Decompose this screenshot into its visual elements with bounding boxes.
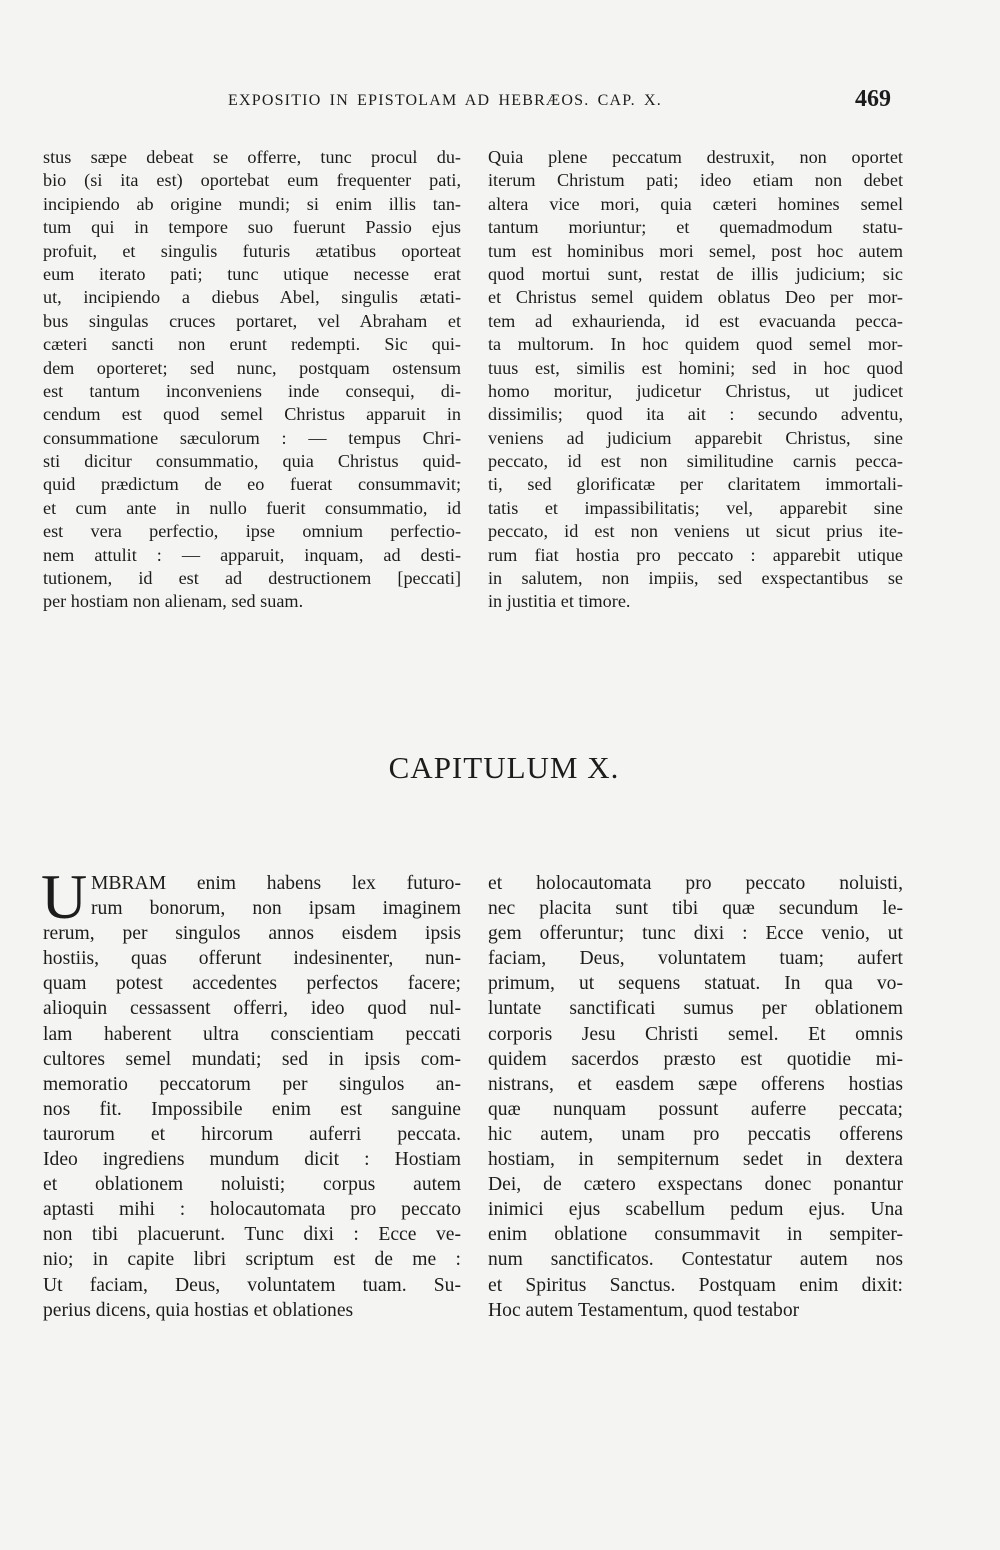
chapter-heading: CAPITULUM X.	[388, 750, 620, 785]
text-line: per hostiam non alienam, sed suam.	[43, 591, 304, 612]
text-line: taurorum et hircorum auferri peccata.	[43, 1123, 461, 1145]
text-line: dissimilis; quod ita ait : secundo adventu,	[488, 404, 903, 425]
text-line: rum bonorum, non ipsam imaginem	[91, 898, 461, 920]
text-line: nem attulit : — apparuit, inquam, ad desti-	[43, 544, 461, 565]
text-line: ut, incipiendo a diebus Abel, singulis ætati-	[43, 287, 461, 308]
text-line: faciam, Deus, voluntatem tuam; aufert	[488, 948, 903, 970]
text-line: nio; in capite libri scriptum est de me :	[43, 1249, 461, 1271]
text-line: et Spiritus Sanctus. Postquam enim dixit:	[488, 1274, 903, 1296]
text-line: cendum est quod semel Christus apparuit in	[43, 404, 461, 425]
running-head	[0, 88, 1000, 118]
page-number: 469	[855, 86, 891, 112]
text-line: eum iterato pati; tunc utique necesse erat	[43, 263, 461, 284]
text-line: tum est hominibus mori semel, post hoc autem	[488, 240, 903, 261]
text-line: primum, ut sequens statuat. In qua vo-	[488, 973, 903, 995]
text-line: lam haberent ultra conscientiam peccati	[43, 1023, 461, 1045]
chapter-left-column	[41, 861, 461, 1323]
drop-cap: U	[41, 861, 88, 932]
text-line: luntate sanctificati sumus per oblationem	[488, 998, 903, 1020]
text-line: est vera perfectio, ipse omnium perfectio-	[43, 521, 461, 542]
text-line: bio (si ita est) oportebat eum frequenter pati,	[43, 170, 461, 191]
text-line: in salutem, non impiis, sed exspectantibus se	[488, 568, 903, 589]
text-line: alioquin cessassent offerri, ideo quod nul-	[43, 998, 461, 1020]
text-line: rum fiat hostia pro peccato : apparebit utique	[488, 544, 903, 565]
text-line: inimici ejus scabellum pedum ejus. Una	[488, 1199, 903, 1221]
text-line: nistrans, et easdem sæpe offerens hostias	[488, 1073, 903, 1095]
text-line: sti dicitur consummatio, quia Christus quid-	[43, 451, 461, 472]
text-line: cæteri sancti non erunt redempti. Sic qui-	[43, 334, 461, 355]
running-title: EXPOSITIO IN EPISTOLAM AD HEBRÆOS. CAP. X.	[228, 92, 662, 109]
text-line: gem offeruntur; tunc dixi : Ecce venio, ut	[488, 923, 903, 945]
text-line: iterum Christum pati; ideo etiam non debet	[488, 170, 903, 191]
text-line: veniens ad judicium apparebit Christus, sine	[488, 427, 903, 448]
text-line: Quia plene peccatum destruxit, non oportet	[488, 147, 903, 167]
text-line: et cum ante in nullo fuerit consummatio, id	[43, 497, 461, 518]
text-line: quod mortui sunt, restat de illis judicium; sic	[488, 263, 903, 284]
commentary-right-column	[488, 146, 903, 614]
text-line: et oblationem noluisti; corpus autem	[43, 1174, 461, 1196]
text-line: dem oporteret; sed nunc, postquam ostensum	[43, 357, 461, 378]
text-line: tantum moriuntur; et quemadmodum statu-	[488, 217, 903, 238]
text-line: enim oblatione consummavit in sempiter-	[488, 1224, 903, 1246]
text-line: bus singulas cruces portaret, vel Abraham et	[43, 310, 461, 331]
chapter-right-column	[488, 871, 903, 1323]
text-line: Ideo ingrediens mundum dicit : Hostiam	[43, 1149, 461, 1171]
text-line: homo moritur, judicetur Christus, ut judicet	[488, 380, 903, 401]
text-line: Ut faciam, Deus, voluntatem tuam. Su-	[43, 1274, 461, 1296]
text-line: profuit, et singulis futuris ætatibus oporteat	[43, 240, 461, 261]
text-line: quam potest accedentes perfectos facere;	[43, 973, 461, 995]
text-line: tuus est, similis est homini; sed in hoc quod	[488, 357, 903, 378]
text-line: memoratio peccatorum per singulos an-	[43, 1073, 461, 1095]
text-line: incipiendo ab origine mundi; si enim illis tan-	[43, 193, 461, 214]
text-line: non tibi placuerunt. Tunc dixi : Ecce ve-	[43, 1224, 461, 1246]
text-line: hic autem, unam pro peccatis offerens	[488, 1123, 903, 1145]
text-line: tum qui in tempore suo fuerunt Passio ejus	[43, 217, 461, 238]
text-line: Dei, de cætero exspectans donec ponantur	[488, 1174, 903, 1196]
text-line: ta multorum. In hoc quidem quod semel mor-	[488, 334, 903, 355]
text-line: hostiis, quas offerunt indesinenter, nun-	[43, 948, 461, 970]
text-line: et holocautomata pro peccato noluisti,	[488, 873, 903, 894]
text-line: num sanctificatos. Contestatur autem nos	[488, 1249, 903, 1271]
text-line: rerum, per singulos annos eisdem ipsis	[43, 923, 461, 945]
text-line: nec placita sunt tibi quæ secundum le-	[488, 898, 903, 920]
text-line: MBRAM enim habens lex futuro-	[91, 873, 461, 894]
text-line: hostiam, in sempiternum sedet in dextera	[488, 1149, 903, 1171]
text-line: quidem sacerdos præsto est quotidie mi-	[488, 1048, 903, 1070]
text-line: quid prædictum de eo fuerat consummavit;	[43, 474, 461, 495]
text-line: perius dicens, quia hostias et oblationes	[43, 1299, 354, 1321]
text-line: aptasti mihi : holocautomata pro peccato	[43, 1199, 461, 1221]
text-line: peccato, id est non veniens ut sicut prius ite-	[488, 521, 903, 542]
text-line: est tantum inconveniens inde consequi, di-	[43, 380, 461, 401]
text-line: et Christus semel quidem oblatus Deo per mor-	[488, 287, 903, 308]
text-line: ti, sed glorificatæ per claritatem immortali-	[488, 474, 903, 495]
text-line: peccato, id est non similitudine carnis pecca-	[488, 451, 903, 472]
text-line: tem ad exhaurienda, id est evacuanda pecca-	[488, 310, 903, 331]
text-line: nos fit. Impossibile enim est sanguine	[43, 1098, 461, 1120]
text-line: Hoc autem Testamentum, quod testabor	[488, 1299, 800, 1321]
text-line: quæ nunquam possunt auferre peccata;	[488, 1098, 903, 1120]
text-line: consummatione sæculorum : — tempus Chri-	[43, 427, 461, 448]
text-line: tatis et impassibilitatis; vel, apparebit sine	[488, 497, 903, 518]
text-line: altera vice mori, quia cæteri homines semel	[488, 193, 903, 214]
text-line: corporis Jesu Christi semel. Et omnis	[488, 1023, 903, 1045]
text-line: in justitia et timore.	[488, 591, 631, 612]
text-line: tutionem, id est ad destructionem [peccati]	[43, 568, 461, 589]
commentary-left-column	[43, 146, 461, 614]
text-line: cultores semel mundati; sed in ipsis com-	[43, 1048, 461, 1070]
text-line: stus sæpe debeat se offerre, tunc procul du-	[43, 147, 461, 167]
